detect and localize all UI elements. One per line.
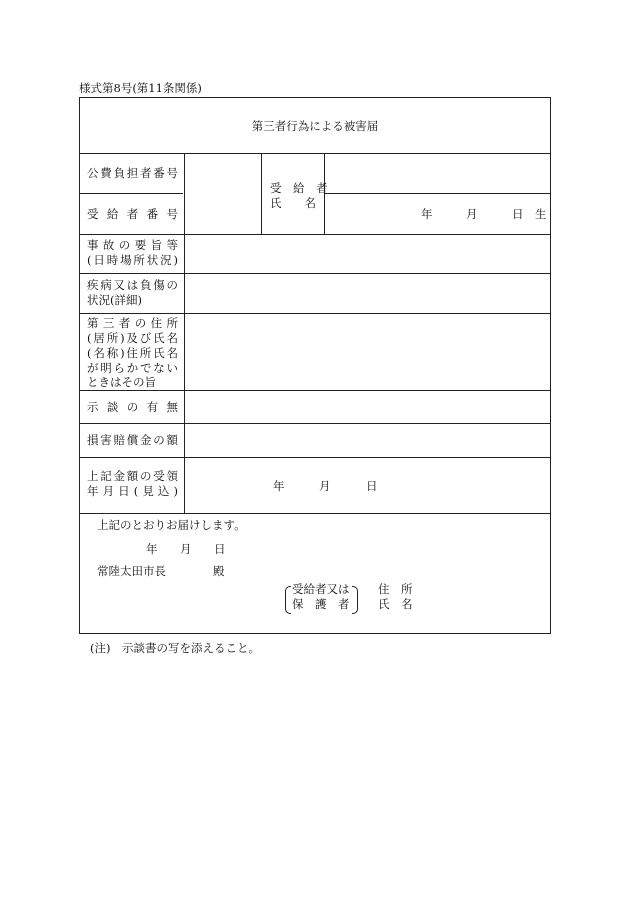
- third-party-label-2: (居所)及び氏名: [87, 331, 178, 345]
- declaration-day-label: 日: [214, 542, 226, 556]
- rule: [80, 423, 550, 424]
- declaration-month-label: 月: [180, 542, 192, 556]
- receipt-date-sublabel: 年月日(見込): [87, 484, 178, 498]
- left-bracket: [285, 586, 291, 614]
- rule: [184, 153, 185, 513]
- name-label: 氏 名: [378, 597, 413, 611]
- form-number: 様式第8号(第11条関係): [79, 81, 202, 95]
- applicant-label: 受給者又は: [292, 582, 350, 596]
- rule: [80, 153, 550, 154]
- addressee: 常陸太田市長: [97, 564, 166, 578]
- injury-sublabel: 状況(詳細): [87, 293, 142, 307]
- address-label: 住 所: [378, 582, 413, 596]
- form-title: 第三者行為による被害届: [251, 119, 379, 133]
- recipient-name-label: 受 給 者: [270, 181, 328, 195]
- declaration-year-label: 年: [146, 542, 158, 556]
- birth-day-label: 日 生: [512, 207, 547, 221]
- rule: [80, 273, 550, 274]
- rule: [80, 513, 550, 514]
- right-bracket: [352, 586, 358, 614]
- third-party-label-1: 第三者の住所: [87, 316, 178, 330]
- applicant-label-2: 保 護 者: [292, 597, 350, 611]
- honorific: 殿: [213, 564, 225, 578]
- birth-year-label: 年: [421, 207, 433, 221]
- receipt-date-label: 上記金額の受領: [87, 469, 178, 483]
- rule: [80, 313, 550, 314]
- rule: [80, 457, 550, 458]
- third-party-label-3: (名称)住所氏名: [87, 346, 178, 360]
- birth-month-label: 月: [466, 207, 478, 221]
- receipt-day-label: 日: [366, 479, 378, 493]
- rule: [80, 234, 550, 235]
- injury-label: 疾病又は負傷の: [87, 278, 178, 292]
- recipient-name-label-2: 氏 名: [270, 196, 316, 210]
- receipt-month-label: 月: [319, 479, 331, 493]
- footnote: (注) 示談書の写を添えること。: [90, 641, 260, 655]
- third-party-label-5: ときはその旨: [87, 375, 156, 389]
- accident-summary-label: 事故の要旨等: [87, 238, 178, 252]
- declaration-statement: 上記のとおりお届けします。: [97, 518, 246, 532]
- damages-amount-label: 損害賠償金の額: [87, 433, 178, 447]
- public-burden-number-label: 公費負担者番号: [87, 166, 178, 180]
- rule: [325, 193, 550, 194]
- rule: [261, 153, 262, 234]
- accident-summary-sublabel: (日時場所状況): [87, 253, 178, 267]
- rule: [80, 390, 550, 391]
- settlement-label: 示談の有無: [87, 400, 178, 414]
- report-form: [79, 97, 551, 634]
- recipient-number-label: 受給者番号: [87, 207, 178, 221]
- rule: [80, 193, 183, 194]
- receipt-year-label: 年: [273, 479, 285, 493]
- third-party-label-4: が明らかでない: [87, 361, 178, 375]
